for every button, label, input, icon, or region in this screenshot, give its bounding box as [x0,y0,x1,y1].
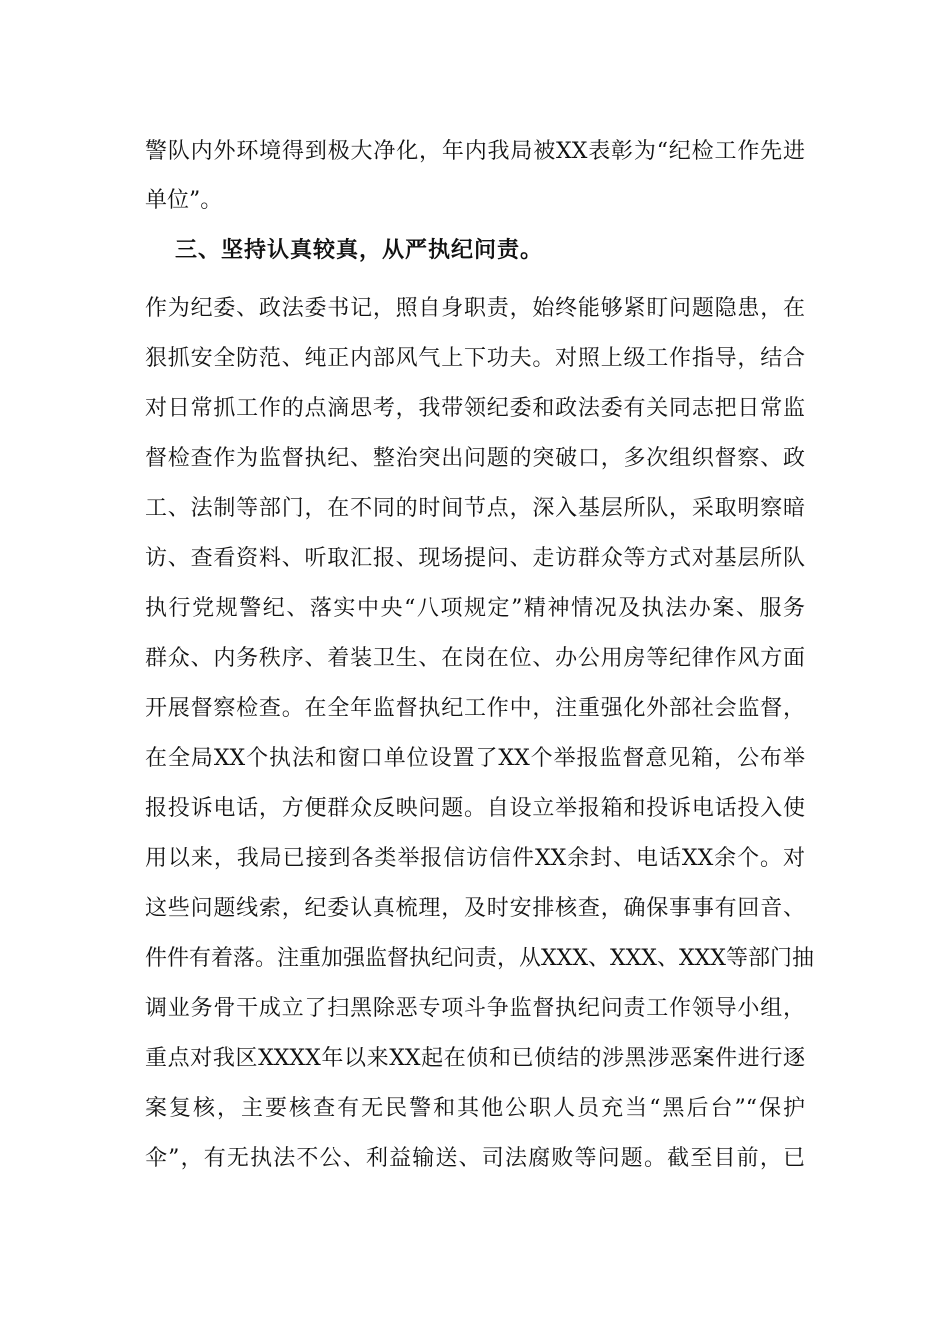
section-heading: 三、坚持认真较真，从严执纪问责。 [175,238,544,263]
paragraph-line: 报投诉电话，方便群众反映问题。自设立举报箱和投诉电话投入使 [145,796,805,821]
paragraph-line: 开展督察检查。在全年监督执纪工作中，注重强化外部社会监督， [145,696,805,721]
paragraph-line: 执行党规警纪、落实中央“八项规定”精神情况及执法办案、服务 [145,596,805,621]
paragraph-line: 在全局XX个执法和窗口单位设置了XX个举报监督意见箱，公布举 [145,746,805,771]
paragraph-line: 这些问题线索，纪委认真梳理，及时安排核查，确保事事有回音、 [145,896,805,921]
paragraph-line: 工、法制等部门，在不同的时间节点，深入基层所队，采取明察暗 [145,496,805,521]
paragraph-line: 件件有着落。注重加强监督执纪问责，从XXX、XXX、XXX等部门抽 [145,946,814,971]
paragraph-line: 伞”，有无执法不公、利益输送、司法腐败等问题。截至目前，已 [145,1146,805,1171]
paragraph-line: 调业务骨干成立了扫黑除恶专项斗争监督执纪问责工作领导小组， [145,996,805,1021]
paragraph-line: 狠抓安全防范、纯正内部风气上下功夫。对照上级工作指导，结合 [145,346,805,371]
paragraph-line: 对日常抓工作的点滴思考，我带领纪委和政法委有关同志把日常监 [145,396,805,421]
paragraph-line: 访、查看资料、听取汇报、现场提问、走访群众等方式对基层所队 [145,546,805,571]
paragraph-line: 单位”。 [145,188,223,213]
paragraph-line: 重点对我区XXXX年以来XX起在侦和已侦结的涉黑涉恶案件进行逐 [145,1046,805,1071]
paragraph-line: 督检查作为监督执纪、整治突出问题的突破口，多次组织督察、政 [145,446,805,471]
paragraph-line: 警队内外环境得到极大净化，年内我局被XX表彰为“纪检工作先进 [145,139,805,164]
paragraph-line: 作为纪委、政法委书记，照自身职责，始终能够紧盯问题隐患，在 [145,296,805,321]
paragraph-line: 用以来，我局已接到各类举报信访信件XX余封、电话XX余个。对 [145,846,805,871]
paragraph-line: 群众、内务秩序、着装卫生、在岗在位、办公用房等纪律作风方面 [145,646,805,671]
paragraph-line: 案复核，主要核查有无民警和其他公职人员充当“黑后台”“保护 [145,1096,805,1121]
